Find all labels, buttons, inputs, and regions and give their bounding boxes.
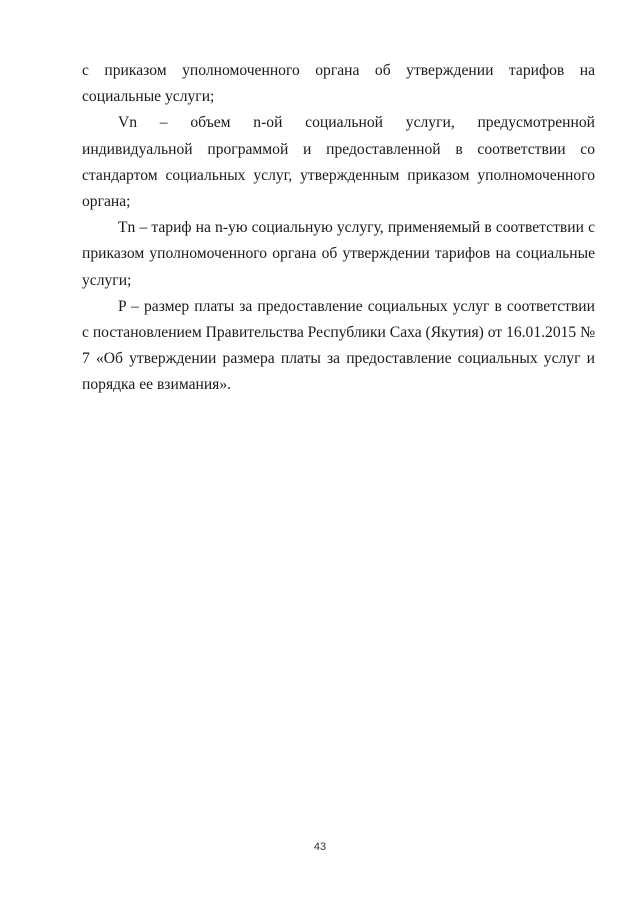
paragraph-tn-definition: Tn – тариф на n-ую социальную услугу, применяемый в соответствии с приказом уполномоченного органа об утверждении тарифов на социальные услуги; (82, 219, 595, 289)
paragraph-vn-definition: Vn – объем n-ой социальной услуги, предусмотренной индивидуальной программой и предоставленной в соответствии со стандартом социальных услуг, утвержденным приказом уполномоченного органа; (82, 114, 595, 211)
paragraph-p-definition: P – размер платы за предоставление социальных услуг в соответствии с постановлением Правительства Республики Саха (Якутия) от 16.01.2015 № 7 «Об утверждении размера платы за предоставление социальных услуг и порядка ее взимания». (82, 297, 595, 394)
body-text (82, 58, 595, 399)
page-number: 43 (313, 841, 327, 853)
paragraph-continuation: с приказом уполномоченного органа об утверждении тарифов на социальные услуги; (82, 62, 595, 106)
